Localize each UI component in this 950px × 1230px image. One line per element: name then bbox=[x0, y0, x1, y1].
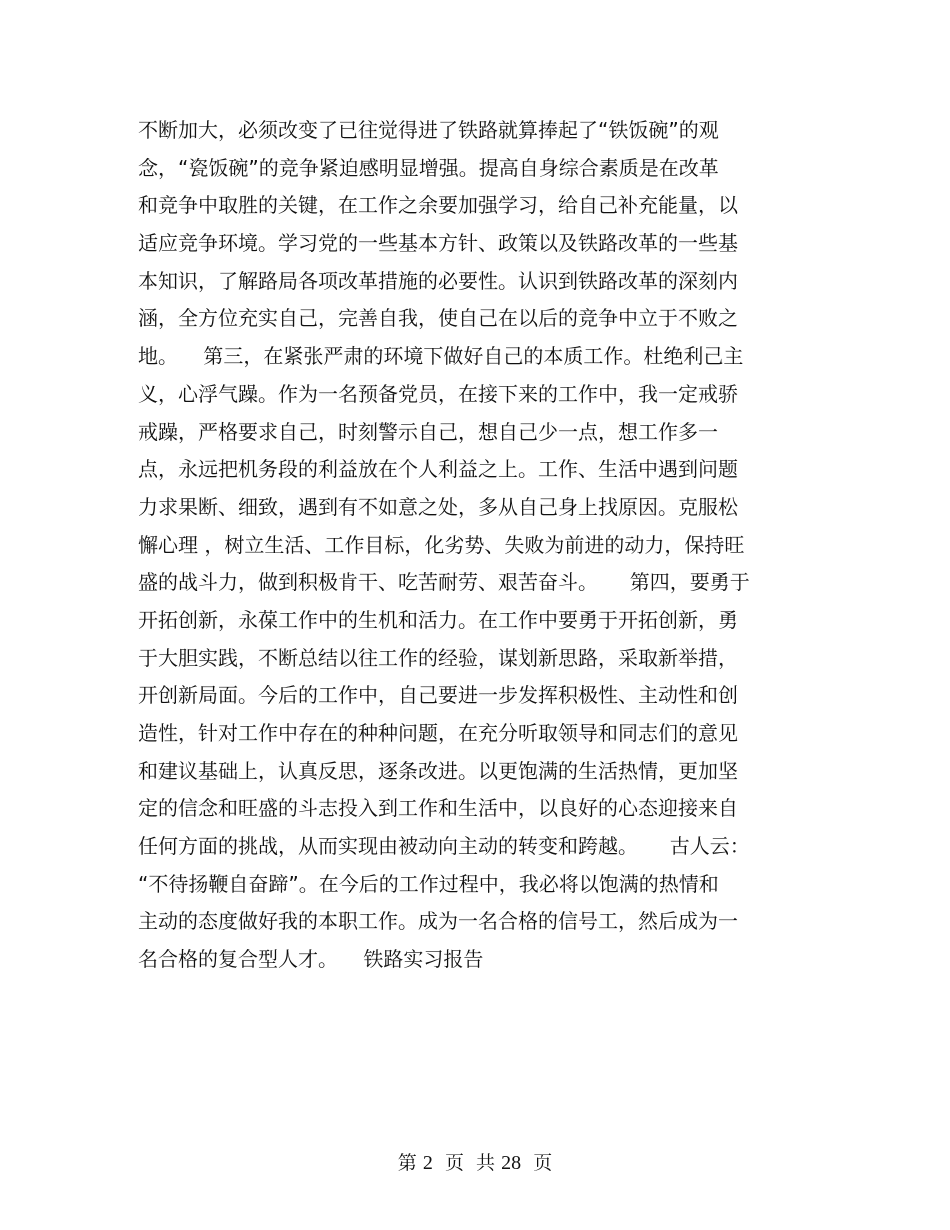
body-text bbox=[138, 112, 838, 979]
text-line: 念，“瓷饭碗”的竞争紧迫感明显增强。提高自身综合素质是在改革 bbox=[138, 155, 719, 180]
text-line: 和竞争中取胜的关键，在工作之余要加强学习，给自己补充能量，以 bbox=[138, 193, 738, 218]
footer-prefix: 第 bbox=[397, 1152, 417, 1174]
text-line: 开拓创新，永葆工作中的生机和活力。在工作中要勇于开拓创新，勇 bbox=[138, 607, 738, 632]
text-line: 懈心理 ，树立生活、工作目标，化劣势、失败为前进的动力，保持旺 bbox=[138, 532, 745, 557]
text-line: 本知识，了解路局各项改革措施的必要性。认识到铁路改革的深刻内 bbox=[138, 268, 738, 293]
text-line: 义，心浮气躁。作为一名预备党员，在接下来的工作中，我一定戒骄 bbox=[138, 381, 738, 406]
text-line: 点，永远把机务段的利益放在个人利益之上。工作、生活中遇到问题 bbox=[138, 457, 738, 482]
text-line: 力求果断、细致，遇到有不如意之处，多从自己身上找原因。克服松 bbox=[138, 494, 738, 519]
page-footer bbox=[0, 1148, 950, 1178]
text-line: “不待扬鞭自奋蹄”。在今后的工作过程中，我必将以饱满的热情和 bbox=[138, 871, 719, 896]
footer-suffix: 页 bbox=[533, 1152, 553, 1174]
text-line: 和建议基础上，认真反思，逐条改进。以更饱满的生活热情，更加坚 bbox=[138, 758, 738, 783]
text-line: 造性，针对工作中存在的种种问题，在充分听取领导和同志们的意见 bbox=[138, 721, 738, 745]
text-line: 盛的战斗力，做到积极肯干、吃苦耐劳、艰苦奋斗。 第四，要勇于 bbox=[138, 570, 750, 595]
text-line: 不断加大，必须改变了已往觉得进了铁路就算捧起了“铁饭碗”的观 bbox=[138, 118, 719, 142]
text-line: 主动的态度做好我的本职工作。成为一名合格的信号工，然后成为一 bbox=[138, 909, 738, 934]
text-line: 开创新局面。今后的工作中，自己要进一步发挥积极性、主动性和创 bbox=[138, 683, 738, 708]
text-line: 定的信念和旺盛的斗志投入到工作和生活中，以良好的心态迎接来自 bbox=[138, 796, 738, 821]
footer-middle: 页 共 bbox=[444, 1152, 496, 1174]
text-line: 任何方面的挑战，从而实现由被动向主动的转变和跨越。 古人云： bbox=[138, 834, 750, 859]
page-number: 2 bbox=[422, 1152, 433, 1174]
total-pages: 28 bbox=[501, 1152, 522, 1174]
text-line: 涵，全方位充实自己，完善自我，使自己在以后的竞争中立于不败之 bbox=[138, 306, 738, 331]
text-line: 地。 第三，在紧张严肃的环境下做好自己的本质工作。杜绝利己主 bbox=[138, 344, 744, 369]
text-line: 适应竞争环境。学习党的一些基本方针、政策以及铁路改革的一些基 bbox=[138, 231, 738, 256]
text-line: 名合格的复合型人才。 铁路实习报告 bbox=[138, 947, 484, 972]
text-line: 戒躁，严格要求自己，时刻警示自己，想自己少一点，想工作多一 bbox=[138, 419, 718, 444]
text-line: 于大胆实践，不断总结以往工作的经验，谋划新思路，采取新举措， bbox=[138, 645, 738, 670]
